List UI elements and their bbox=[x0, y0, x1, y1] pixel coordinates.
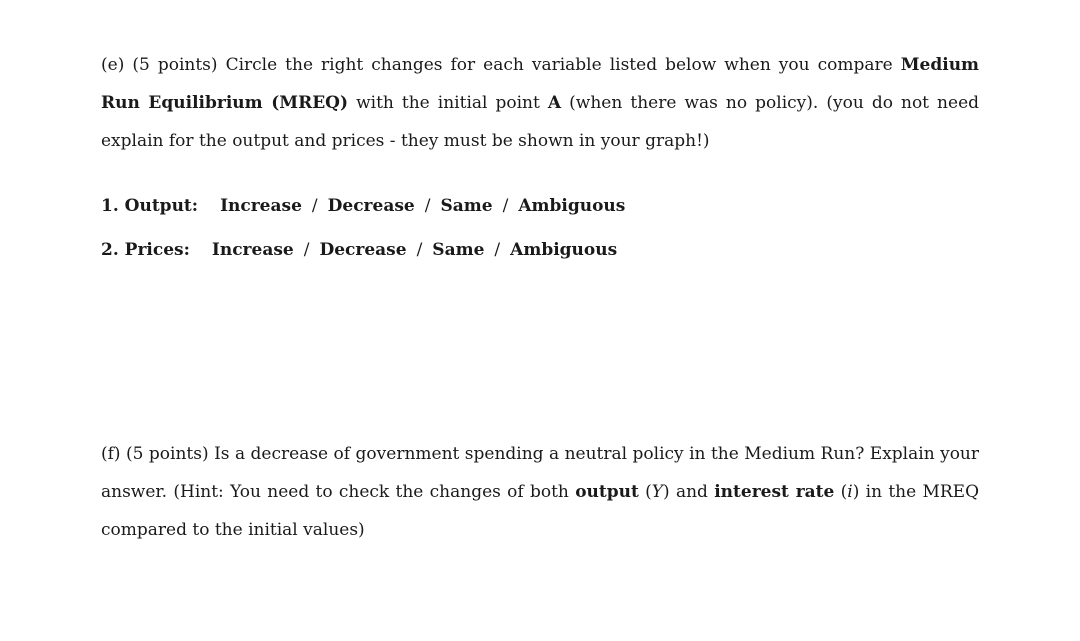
question-f-paragraph bbox=[101, 435, 979, 549]
output-option-ambiguous[interactable]: Ambiguous bbox=[518, 196, 626, 216]
separator: / bbox=[416, 240, 423, 260]
prices-option-increase[interactable]: Increase bbox=[211, 240, 294, 260]
question-f-part: (f) bbox=[101, 444, 121, 464]
prices-label: 2. Prices: bbox=[101, 240, 190, 260]
output-option-increase[interactable]: Increase bbox=[220, 196, 302, 216]
variable-paren-open: ( bbox=[645, 482, 652, 502]
question-f-bold-output: output bbox=[575, 482, 639, 502]
variable-paren-close: ) bbox=[852, 482, 860, 502]
separator: / bbox=[311, 196, 318, 216]
prices-option-ambiguous[interactable]: Ambiguous bbox=[510, 240, 618, 260]
output-option-decrease[interactable]: Decrease bbox=[327, 196, 415, 216]
output-option-same[interactable]: Same bbox=[440, 196, 493, 216]
question-e-bold-point-a: A bbox=[547, 93, 562, 113]
question-f-text-2: and bbox=[675, 482, 708, 502]
prices-option-same[interactable]: Same bbox=[432, 240, 485, 260]
prices-option-decrease[interactable]: Decrease bbox=[319, 240, 407, 260]
variable-i: i bbox=[847, 482, 853, 502]
output-choice-line bbox=[101, 194, 625, 218]
question-f-text-3: in the MREQ compared to the initial values) bbox=[101, 482, 980, 540]
question-e-text-1: Circle the right changes for each variable listed below when you compare bbox=[225, 55, 893, 75]
question-e-text-2: with the initial point bbox=[356, 93, 540, 113]
separator: / bbox=[303, 240, 310, 260]
question-e-part: (e) bbox=[101, 55, 125, 75]
question-e-points: (5 points) bbox=[132, 55, 218, 75]
question-e-paragraph bbox=[101, 46, 979, 160]
question-f-points: (5 points) bbox=[126, 444, 209, 464]
question-e-text-3: (when there was no policy). (you do not need explain for the output and prices - they must be shown in your graph!) bbox=[101, 93, 980, 151]
variable-paren-open: ( bbox=[840, 482, 848, 502]
question-f-bold-interest-rate: interest rate bbox=[714, 482, 835, 502]
prices-choice-line bbox=[101, 238, 617, 262]
question-e-bold-mreq: Medium Run Equilibrium (MREQ) bbox=[101, 55, 980, 113]
variable-paren-close: ) bbox=[663, 482, 670, 502]
question-f-text-1: Is a decrease of government spending a neutral policy in the Medium Run? Explain your answer. (Hint: You need to check the changes of both bbox=[101, 444, 980, 502]
document-page bbox=[101, 0, 979, 641]
output-label: 1. Output: bbox=[101, 196, 199, 216]
separator: / bbox=[494, 240, 501, 260]
variable-y: Y bbox=[651, 482, 664, 502]
separator: / bbox=[424, 196, 431, 216]
separator: / bbox=[502, 196, 509, 216]
